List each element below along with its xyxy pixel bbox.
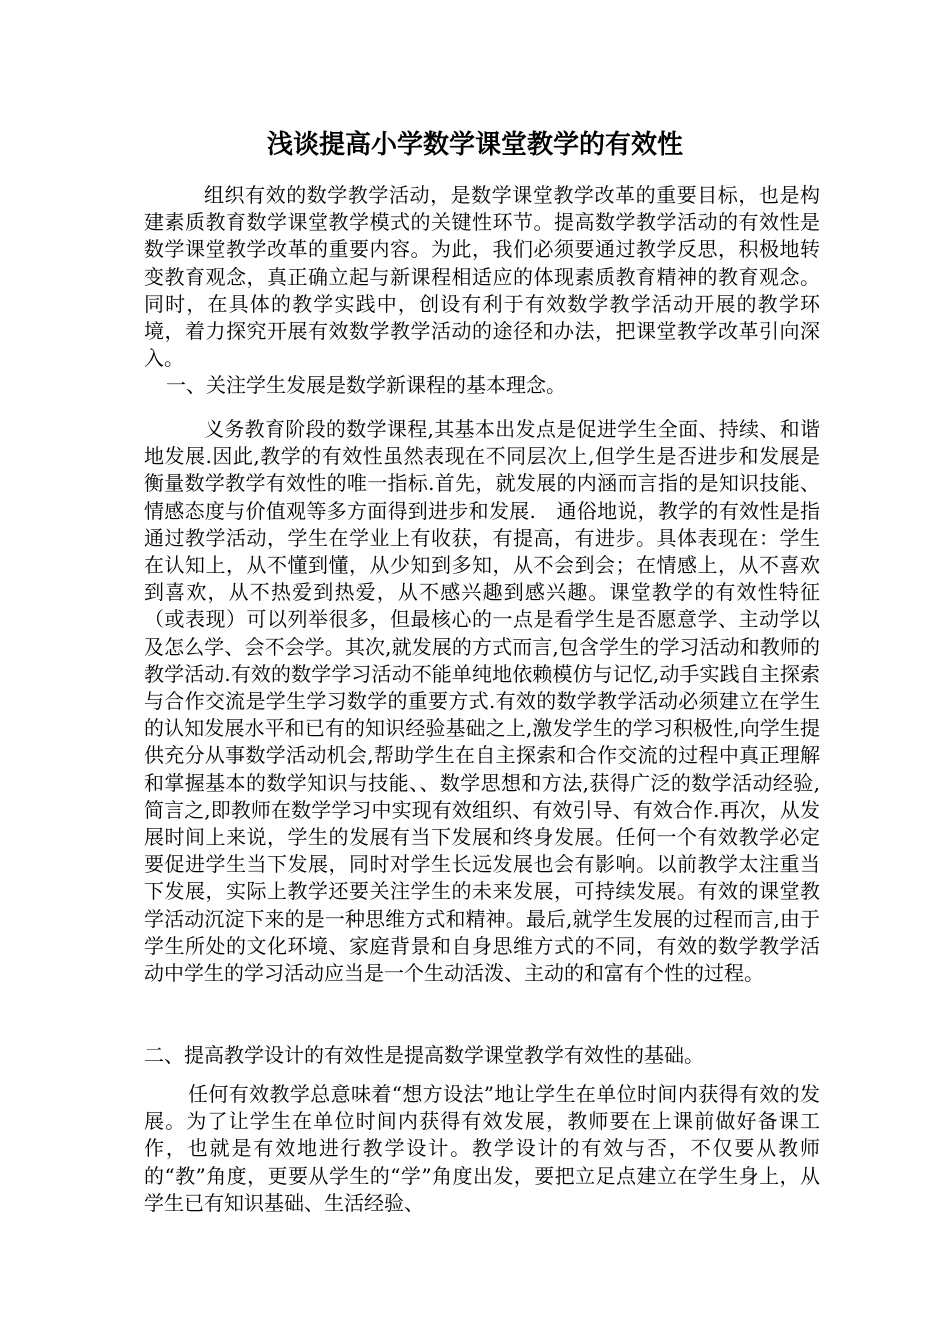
section-heading-1: 一、关注学生发展是数学新课程的基本理念。 (166, 373, 566, 397)
section-1-body: 义务教育阶段的数学课程,其基本出发点是促进学生全面、持续、和谐地发展.因此,教学的有效性虽然表现在不同层次上,但学生是否进步和发展是衡量数学教学有效性的唯一指标.首先，就发展的内涵而言指的是知识技能、情感态度与价值观等多方面得到进步和发展. 通俗地说，教学的有效性是指通过教学活动，学生在学业上有收获，有提高，有进步。具体表现在：学生在认知上，从不懂到懂，从少知到多知，从不会到会；在情感上，从不喜欢到喜欢，从不热爱到热爱，从不感兴趣到感兴趣。课堂教学的有效性特征（或表现）可以列举很多，但最核心的一点是看学生是否愿意学、主动学以及怎么学、会不会学。其次,就发展的方式而言,包含学生的学习活动和教师的教学活动.有效的数学学习活动不能单纯地依赖模仿与记忆,动手实践自主探索与合作交流是学生学习数学的重要方式.有效的数学教学活动必须建立在学生的认知发展水平和已有的知识经验基础之上,激发学生的学习积极性,向学生提供充分从事数学活动机会,帮助学生在自主探索和合作交流的过程中真正理解和掌握基本的数学知识与技能、、数学思想和方法,获得广泛的数学活动经验,简言之,即教师在数学学习中实现有效组织、有效引导、有效合作.再次，从发展时间上来说，学生的发展有当下发展和终身发展。任何一个有效教学必定要促进学生当下发展，同时对学生长远发展也会有影响。以前教学太注重当下发展，实际上教学还要关注学生的未来发展，可持续发展。有效的课堂教学活动沉淀下来的是一种思维方式和精神。最后,就学生发展的过程而言,由于学生所处的文化环境、家庭背景和自身思维方式的不同，有效的数学教学活动中学生的学习活动应当是一个生动活泼、主动的和富有个性的过程。 (144, 417, 820, 986)
intro-paragraph: 组织有效的数学教学活动，是数学课堂教学改革的重要目标，也是构建素质教育数学课堂教学模式的关键性环节。提高数学教学活动的有效性是数学课堂教学改革的重要内容。为此，我们必须要通过教学反思，积极地转变教育观念，真正确立起与新课程相适应的体现素质教育精神的教育观念。同时，在具体的教学实践中，创设有利于有效数学教学活动开展的教学环境，着力探究开展有效数学教学活动的途径和办法，把课堂教学改革引向深入。 (144, 183, 820, 371)
document-title: 浅谈提高小学数学课堂教学的有效性 (266, 130, 683, 160)
section-2-body: 任何有效教学总意味着“想方设法”地让学生在单位时间内获得有效的发展。为了让学生在单位时间内获得有效发展，教师要在上课前做好备课工作，也就是有效地进行教学设计。教学设计的有效与否，不仅要从教师的“教”角度，更要从学生的“学”角度出发，要把立足点建立在学生身上，从学生已有知识基础、生活经验、 (144, 1082, 820, 1215)
section-heading-2: 二、提高教学设计的有效性是提高数学课堂教学有效性的基础。 (144, 1043, 704, 1067)
